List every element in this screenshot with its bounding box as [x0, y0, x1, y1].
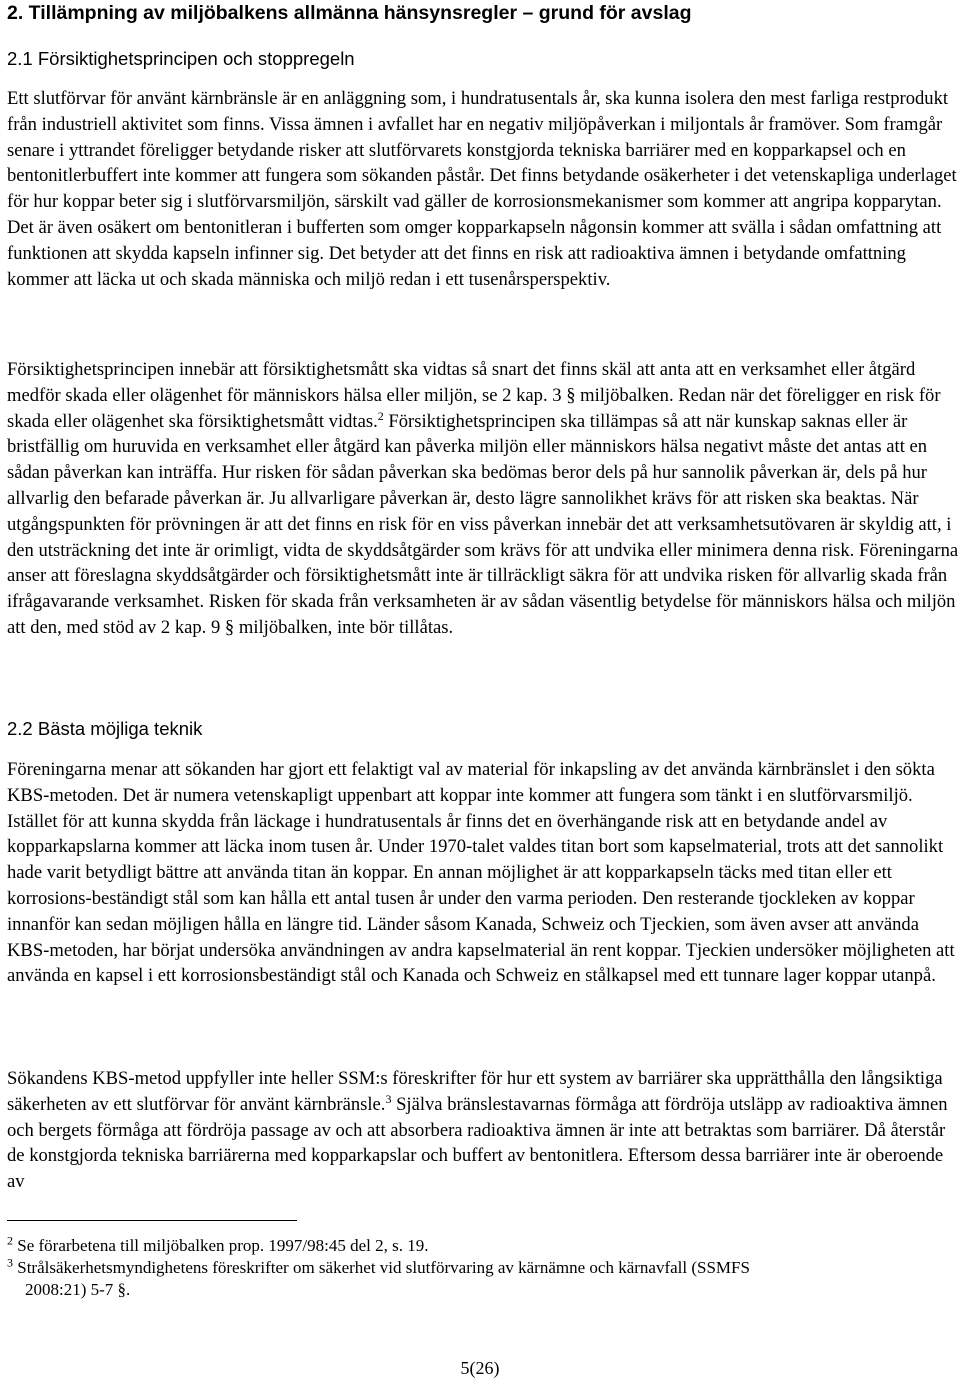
footnote-text: Se förarbetena till miljöbalken prop. 1997/98:45 del 2, s. 19. [13, 1236, 429, 1255]
paragraph-best-tech-2 [7, 1066, 960, 1195]
paragraph-text: Föreningarna menar att sökanden har gjort ett felaktigt val av material för inkapsling av det använda kärnbränslet i den sökta KBS-metoden. Det är numera vetenskapligt uppenbart att koppar inte kommer att fungera som tänkt i en slutförvarsmiljö. Istället för att kunna skydda från läckage i hundratusentals år finns det en överhängande risk att en betydande andel av kopparkapslarna kommer att läcka inom tusen år. Under 1970-talet valdes titan bort som kapselmaterial, trots att det sannolikt hade varit betydligt bättre att använda titan än koppar. En annan möjlighet är att kopparkapseln täcks med titan eller ett korrosions-beständigt stål som kan hålla ett antal tusen år under den varma perioden. Den resterande tjockleken av koppar innanför kan sedan möjligen hålla en längre tid. Länder såsom Kanada, Schweiz och Tjeckien, som även avser att använda KBS-metoden, har börjat undersöka användningen av andra kapselmaterial än rent koppar. Tjeckien undersöker möjligheten att använda en kapsel i ett korrosionsbeständigt stål och Kanada och Schweiz en stålkapsel med ett tunnare lager koppar utanpå. [7, 759, 955, 987]
page-number: 5(26) [460, 1358, 500, 1378]
paragraph-text: Försiktighetsprincipen ska tillämpas så att när kunskap saknas eller är bristfällig om huruvida en verksamhet eller åtgärd kan påverka miljön eller människors hälsa negativt måste det antas att en sådan påverkan kan inträffa. Hur risken för sådan påverkan ska bedömas beror dels på hur sannolik påverkan är, dels på hur allvarlig den befarade påverkan är. Ju allvarligare påverkan är, desto lägre sannolikhet krävs för att risken ska beaktas. När utgångspunkten för prövningen är att det finns en risk för en viss påverkan innebär det att verksamhetsutövaren är skyldig att, i den utsträckning det inte är orimligt, vidta de skyddsåtgärder som krävs för att undvika eller minimera denna risk. Föreningarna anser att föreslagna skyddsåtgärder och försiktighetsmått inte är tillräckligt säkra för att undvika risken för allvarlig skada från ifrågavarande verksamhet. Risken för skada från verksamheten är av sådan väsentlig betydelse för människors hälsa och miljön att den, med stöd av 2 kap. 9 § miljöbalken, inte bör tillåtas. [7, 410, 959, 638]
footnote-ref: 3 [385, 1091, 392, 1106]
paragraph-text: Sökandens KBS-metod uppfyller inte heller SSM:s föreskrifter för hur ett system av barriärer ska upprätthålla den långsiktiga säkerheten av ett slutförvar för använt kärnbränsle. [7, 1068, 943, 1115]
footnote-3 [7, 1257, 947, 1301]
paragraph-best-tech-1 [7, 757, 960, 989]
footnote-ref: 2 [377, 408, 384, 423]
footnote-text-continued: 2008:21) 5-7 §. [25, 1280, 131, 1299]
paragraph-text: Själva bränslestavarnas förmåga att fördröja utsläpp av radioaktiva ämnen och bergets förmåga att fördröja passage av och att absorbera radioaktiva ämnen är inte att betraktas som barriärer. Då återstår de konstgjorda tekniska barriärerna med kopparkapslar och buffert av bentonitlera. Eftersom dessa barriärer inte är oberoende av [7, 1093, 948, 1193]
paragraph-precaution-2 [7, 357, 960, 641]
chapter-heading: 2. Tillämpning av miljöbalkens allmänna hänsynsregler – grund för avslag [7, 2, 692, 24]
paragraph-text: Ett slutförvar för använt kärnbränsle är en anläggning som, i hundratusentals år, ska kunna isolera den mest farliga restprodukt från industriell aktivitet som finns. Vissa ämnen i avfallet har en negativ miljöpåverkan i miljontals år framöver. Som framgår senare i yttrandet föreligger betydande risker att slutförvarets konstgjorda tekniska barriärer med en kopparkapsel och en bentonitlerbuffert inte kommer att fungera som sökanden påstår. Det finns betydande osäkerheter i det vetenskapliga underlaget för hur koppar beter sig i slutförvarsmiljön, särskilt vad gäller de korrosionsmekanismer som kommer att angripa kopparytan. Det är även osäkert om bentonitleran i bufferten som omger kopparkapseln någonsin kommer att svälla i sådan omfattning att funktionen att skydda kapseln infinner sig. Det betyder att det finns en risk att radioaktiva ämnen i betydande omfattning kommer att läcka ut och skada människa och miljö redan i ett tusenårsperspektiv. [7, 88, 957, 290]
footnote-number: 2 [7, 1233, 13, 1248]
footnote-separator [7, 1220, 297, 1221]
paragraph-text: Försiktighetsprincipen innebär att försiktighetsmått ska vidtas så snart det finns skäl att anta att en verksamhet eller åtgärd medför skada eller olägenhet för människors hälsa eller miljön, se 2 kap. 3 § miljöbalken. Redan när det föreligger en risk för skada eller olägenhet ska försiktighetsmått vidtas. [7, 359, 941, 432]
footnote-number: 3 [7, 1255, 13, 1270]
paragraph-precaution-1 [7, 86, 960, 292]
section-heading-2-1: 2.1 Försiktighetsprincipen och stoppregeln [7, 48, 355, 69]
footnote-2 [7, 1235, 947, 1257]
footnote-text: Strålsäkerhetsmyndighetens föreskrifter om säkerhet vid slutförvaring av kärnämne och kärnavfall (SSMFS [13, 1258, 750, 1277]
section-heading-2-2: 2.2 Bästa möjliga teknik [7, 718, 203, 739]
